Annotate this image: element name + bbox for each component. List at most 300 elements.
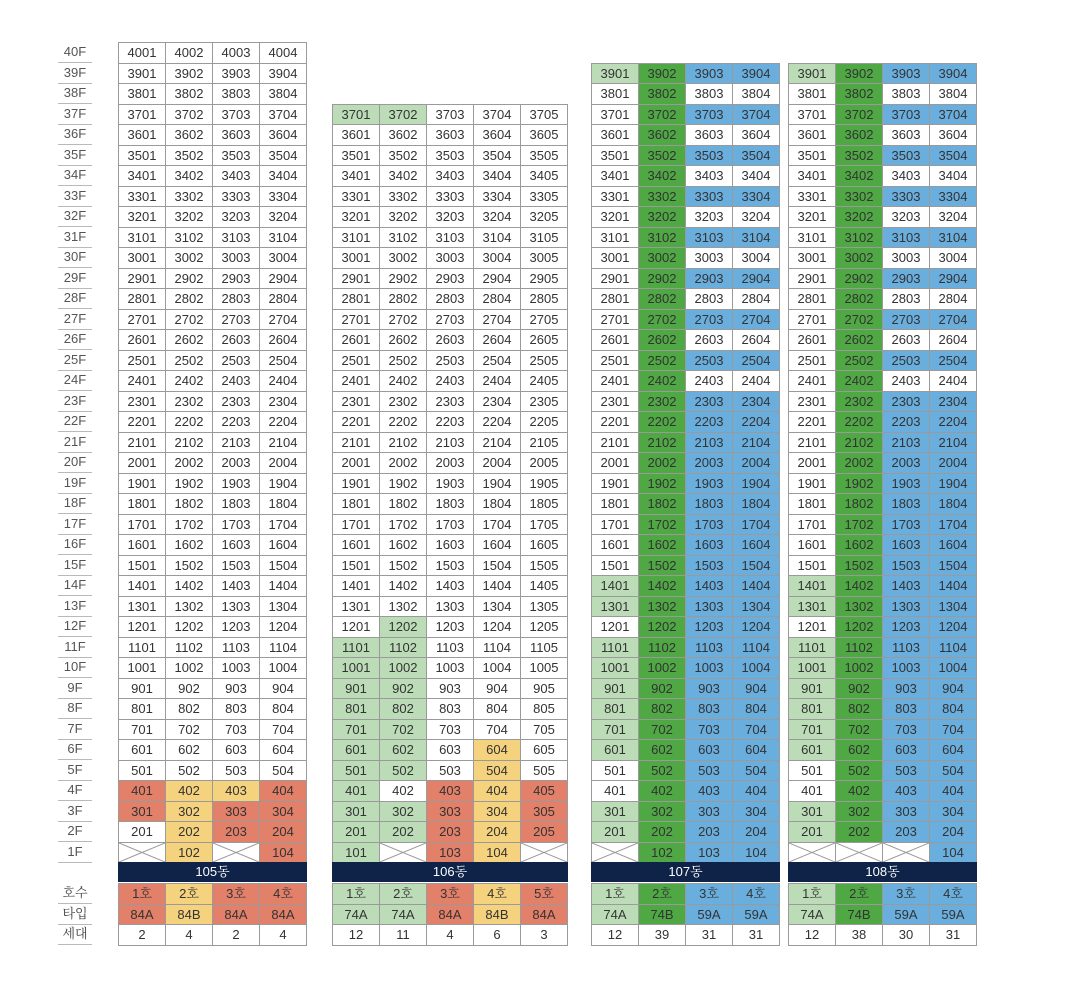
unit-cell: 3601 [119,125,166,146]
unit-cell: 202 [639,822,686,843]
unit-cell: 404 [930,781,977,802]
unit-cell: 2904 [733,268,780,289]
unit-cell: 2705 [521,309,568,330]
unit-cell: 3203 [686,207,733,228]
table-row [592,227,780,248]
unit-cell: 1702 [639,514,686,535]
unit-cell: 3904 [733,63,780,84]
table-row [789,391,977,412]
unit-cell: 203 [213,822,260,843]
table-row [119,473,307,494]
unit-cell: 1601 [789,535,836,556]
summary-cell: 59A [686,904,733,925]
table-row [592,740,780,761]
unit-cell: 2102 [836,432,883,453]
unit-cell: 3301 [333,186,380,207]
unit-cell: 1301 [119,596,166,617]
summary-cell: 31 [686,925,733,946]
unit-cell: 701 [592,719,639,740]
unit-cell: 3103 [883,227,930,248]
table-row [119,596,307,617]
unit-cell: 3404 [260,166,307,187]
unit-cell: 703 [883,719,930,740]
table-row [592,596,780,617]
unit-cell: 2204 [474,412,521,433]
summary-cell: 1호 [119,884,166,905]
unit-cell: 1503 [883,555,930,576]
unit-cell: 2803 [686,289,733,310]
unit-cell: 603 [427,740,474,761]
unit-cell: 802 [166,699,213,720]
unit-cell: 1003 [213,658,260,679]
unit-cell: 1203 [427,617,474,638]
unit-cell: 2404 [260,371,307,392]
unit-cell: 305 [521,801,568,822]
table-row [789,227,977,248]
unit-cell: 3304 [260,186,307,207]
unit-cell: 2202 [166,412,213,433]
unit-cell: 204 [930,822,977,843]
unit-cell: 3603 [883,125,930,146]
unit-cell: 1804 [260,494,307,515]
unit-cell: 3602 [639,125,686,146]
unit-cell: 704 [733,719,780,740]
unit-cell: 1702 [836,514,883,535]
table-row [592,473,780,494]
unit-cell: 2501 [119,350,166,371]
unit-cell: 803 [213,699,260,720]
unit-cell: 3401 [592,166,639,187]
table-row [789,801,977,822]
unit-cell: 3402 [166,166,213,187]
unit-cell: 2505 [521,350,568,371]
unit-cell: 2804 [474,289,521,310]
unit-cell: 1601 [119,535,166,556]
table-row [592,432,780,453]
no-unit-icon [119,843,165,862]
unit-cell: 204 [733,822,780,843]
table-row [789,186,977,207]
unit-cell: 3201 [789,207,836,228]
table-row [333,678,568,699]
unit-cell: 703 [686,719,733,740]
unit-cell: 1004 [260,658,307,679]
unit-cell: 1603 [686,535,733,556]
unit-cell: 901 [119,678,166,699]
unit-cell: 1804 [733,494,780,515]
table-row [789,63,977,84]
floor-label: 38F [58,83,92,104]
summary-cell: 31 [733,925,780,946]
unit-cell: 1801 [592,494,639,515]
no-unit-icon [213,843,259,862]
unit-cell: 403 [883,781,930,802]
row-header-label: 호수 [58,883,92,904]
unit-cell: 2603 [686,330,733,351]
unit-cell-empty [883,842,930,863]
unit-cell: 3902 [166,63,213,84]
unit-cell: 1901 [333,473,380,494]
unit-cell: 2701 [119,309,166,330]
table-row [592,248,780,269]
table-row [333,514,568,535]
floor-label: 33F [58,186,92,207]
floor-label: 24F [58,370,92,391]
unit-cell: 3105 [521,227,568,248]
building-name-bar: 106동 [332,862,568,882]
table-row [592,145,780,166]
summary-cell: 74A [380,904,427,925]
summary-cell: 84A [119,904,166,925]
table-row [333,658,568,679]
building-name-bar: 108동 [788,862,977,882]
unit-cell: 1005 [521,658,568,679]
unit-cell: 1304 [474,596,521,617]
unit-cell: 1704 [260,514,307,535]
floor-label: 18F [58,493,92,514]
unit-cell: 2401 [592,371,639,392]
unit-cell: 1303 [686,596,733,617]
unit-cell: 1802 [639,494,686,515]
unit-table-1 [332,104,568,864]
table-row [592,289,780,310]
unit-cell: 504 [733,760,780,781]
unit-cell-empty [213,842,260,863]
unit-cell: 3404 [733,166,780,187]
unit-cell: 505 [521,760,568,781]
unit-cell: 3202 [166,207,213,228]
unit-cell: 1902 [380,473,427,494]
unit-cell: 3503 [427,145,474,166]
unit-cell: 1702 [380,514,427,535]
unit-cell: 904 [930,678,977,699]
unit-cell: 304 [260,801,307,822]
unit-cell: 704 [930,719,977,740]
unit-cell: 804 [260,699,307,720]
table-row [333,207,568,228]
table-row [592,330,780,351]
table-row [789,494,977,515]
summary-cell: 84A [260,904,307,925]
table-row [119,658,307,679]
unit-cell: 1601 [333,535,380,556]
table-row [333,617,568,638]
unit-cell: 2404 [930,371,977,392]
table-row [333,555,568,576]
summary-row-types [592,904,780,925]
unit-cell: 1701 [789,514,836,535]
unit-cell: 104 [733,842,780,863]
table-row [592,412,780,433]
unit-cell: 2003 [427,453,474,474]
unit-cell: 804 [733,699,780,720]
unit-cell: 3301 [789,186,836,207]
unit-cell: 1602 [380,535,427,556]
unit-cell: 2602 [380,330,427,351]
unit-cell: 3702 [380,104,427,125]
no-unit-icon [883,843,929,862]
unit-cell: 2704 [474,309,521,330]
unit-cell: 1003 [427,658,474,679]
table-row [333,637,568,658]
unit-cell: 3302 [166,186,213,207]
unit-cell: 3804 [733,84,780,105]
unit-cell: 1601 [592,535,639,556]
table-row [119,350,307,371]
table-row [789,371,977,392]
unit-cell: 3705 [521,104,568,125]
summary-row-households [333,925,568,946]
unit-cell: 3502 [836,145,883,166]
floor-label: 8F [58,698,92,719]
unit-cell: 1101 [119,637,166,658]
unit-cell: 3203 [213,207,260,228]
unit-cell: 3104 [930,227,977,248]
unit-cell: 1402 [166,576,213,597]
unit-cell: 2303 [686,391,733,412]
table-row [592,391,780,412]
table-row [119,412,307,433]
floor-label: 12F [58,616,92,637]
unit-cell: 2303 [427,391,474,412]
unit-cell: 2501 [789,350,836,371]
unit-cell: 2302 [836,391,883,412]
unit-cell: 2004 [733,453,780,474]
unit-cell: 2004 [930,453,977,474]
table-row [333,801,568,822]
unit-cell: 2002 [836,453,883,474]
unit-cell: 1801 [789,494,836,515]
unit-cell: 2503 [883,350,930,371]
unit-cell: 3702 [639,104,686,125]
table-row [119,576,307,597]
building-summary-table [118,883,307,946]
unit-cell: 1904 [260,473,307,494]
table-row [592,576,780,597]
table-row [789,514,977,535]
unit-cell: 2801 [592,289,639,310]
unit-cell: 402 [166,781,213,802]
unit-cell: 3304 [733,186,780,207]
unit-cell: 205 [521,822,568,843]
unit-cell: 1103 [213,637,260,658]
unit-cell: 1703 [686,514,733,535]
unit-cell: 3404 [474,166,521,187]
floor-label: 30F [58,247,92,268]
unit-cell: 2602 [639,330,686,351]
unit-cell: 303 [427,801,474,822]
unit-cell: 3504 [930,145,977,166]
table-row [119,186,307,207]
unit-cell: 101 [333,842,380,863]
unit-cell: 1303 [883,596,930,617]
unit-cell: 202 [836,822,883,843]
unit-cell: 3102 [166,227,213,248]
unit-cell: 3101 [592,227,639,248]
floor-label: 20F [58,452,92,473]
unit-cell: 1202 [380,617,427,638]
unit-cell: 304 [733,801,780,822]
unit-cell: 2103 [427,432,474,453]
unit-cell: 2102 [639,432,686,453]
unit-cell: 1804 [930,494,977,515]
unit-cell: 905 [521,678,568,699]
table-row [119,330,307,351]
unit-cell: 3002 [166,248,213,269]
unit-cell: 3502 [639,145,686,166]
unit-cell: 2902 [380,268,427,289]
unit-cell: 501 [119,760,166,781]
floor-label: 27F [58,309,92,330]
unit-cell: 2102 [380,432,427,453]
unit-cell: 1802 [380,494,427,515]
unit-cell: 503 [213,760,260,781]
unit-cell: 1003 [883,658,930,679]
unit-cell: 2004 [260,453,307,474]
unit-cell: 1704 [733,514,780,535]
unit-cell-empty [592,842,639,863]
unit-cell: 802 [380,699,427,720]
unit-cell: 3403 [883,166,930,187]
unit-cell: 1504 [733,555,780,576]
floor-label: 21F [58,432,92,453]
table-row [119,842,307,863]
unit-cell: 702 [836,719,883,740]
table-row [333,740,568,761]
unit-cell: 301 [789,801,836,822]
unit-cell: 602 [380,740,427,761]
unit-cell: 3102 [639,227,686,248]
unit-cell: 1903 [213,473,260,494]
unit-cell: 804 [930,699,977,720]
table-row [789,678,977,699]
unit-cell: 203 [427,822,474,843]
unit-cell: 2402 [639,371,686,392]
unit-cell: 3304 [930,186,977,207]
unit-cell: 2003 [883,453,930,474]
unit-cell: 2402 [166,371,213,392]
table-row [789,719,977,740]
unit-cell: 2002 [639,453,686,474]
unit-cell: 3704 [733,104,780,125]
unit-cell: 3704 [474,104,521,125]
building-summary-table [788,883,977,946]
summary-cell: 12 [789,925,836,946]
summary-cell: 3호 [427,884,474,905]
unit-cell: 3501 [789,145,836,166]
unit-cell: 2103 [883,432,930,453]
summary-cell: 11 [380,925,427,946]
unit-cell: 2401 [119,371,166,392]
unit-cell: 1301 [592,596,639,617]
table-row [789,781,977,802]
unit-cell: 401 [592,781,639,802]
unit-cell: 701 [789,719,836,740]
unit-cell: 2403 [213,371,260,392]
unit-cell: 3305 [521,186,568,207]
table-row [592,699,780,720]
unit-cell: 1705 [521,514,568,535]
summary-cell: 12 [333,925,380,946]
unit-cell: 402 [639,781,686,802]
unit-cell: 2301 [592,391,639,412]
unit-cell: 2702 [380,309,427,330]
unit-cell: 401 [119,781,166,802]
unit-cell: 2501 [592,350,639,371]
unit-cell: 802 [836,699,883,720]
table-row [789,125,977,146]
unit-cell: 3204 [733,207,780,228]
table-row [333,781,568,802]
unit-cell: 3101 [119,227,166,248]
unit-cell: 504 [474,760,521,781]
unit-cell: 401 [333,781,380,802]
unit-cell: 2702 [166,309,213,330]
unit-cell: 2304 [733,391,780,412]
unit-cell: 2802 [380,289,427,310]
unit-cell: 2803 [883,289,930,310]
unit-cell: 2302 [639,391,686,412]
unit-cell: 1804 [474,494,521,515]
table-row [789,658,977,679]
unit-cell: 501 [789,760,836,781]
summary-cell: 6 [474,925,521,946]
unit-cell: 2303 [883,391,930,412]
table-row [119,699,307,720]
unit-cell: 3903 [883,63,930,84]
table-row [789,822,977,843]
unit-cell: 1201 [789,617,836,638]
unit-cell: 1104 [260,637,307,658]
unit-cell: 3501 [333,145,380,166]
unit-cell: 401 [789,781,836,802]
unit-cell: 1503 [213,555,260,576]
table-row [789,596,977,617]
unit-cell: 2502 [836,350,883,371]
unit-cell: 403 [213,781,260,802]
unit-cell: 3802 [836,84,883,105]
unit-cell: 2503 [427,350,474,371]
unit-cell: 2604 [930,330,977,351]
table-row [789,289,977,310]
summary-cell: 5호 [521,884,568,905]
unit-cell: 2603 [427,330,474,351]
unit-table-2 [591,63,780,864]
table-row [789,330,977,351]
unit-cell: 3004 [733,248,780,269]
unit-cell: 3103 [686,227,733,248]
unit-cell: 2604 [260,330,307,351]
unit-cell: 2104 [733,432,780,453]
unit-cell: 2001 [119,453,166,474]
table-row [333,432,568,453]
unit-cell: 304 [474,801,521,822]
unit-cell: 2405 [521,371,568,392]
unit-cell: 1902 [166,473,213,494]
unit-cell: 4002 [166,43,213,64]
unit-cell: 3603 [213,125,260,146]
summary-cell: 84A [213,904,260,925]
unit-cell: 903 [883,678,930,699]
floor-label: 25F [58,350,92,371]
unit-cell: 2701 [789,309,836,330]
unit-cell: 2703 [427,309,474,330]
unit-cell: 2901 [789,268,836,289]
unit-cell: 604 [733,740,780,761]
unit-cell: 3202 [836,207,883,228]
floor-label: 19F [58,473,92,494]
unit-cell: 902 [380,678,427,699]
